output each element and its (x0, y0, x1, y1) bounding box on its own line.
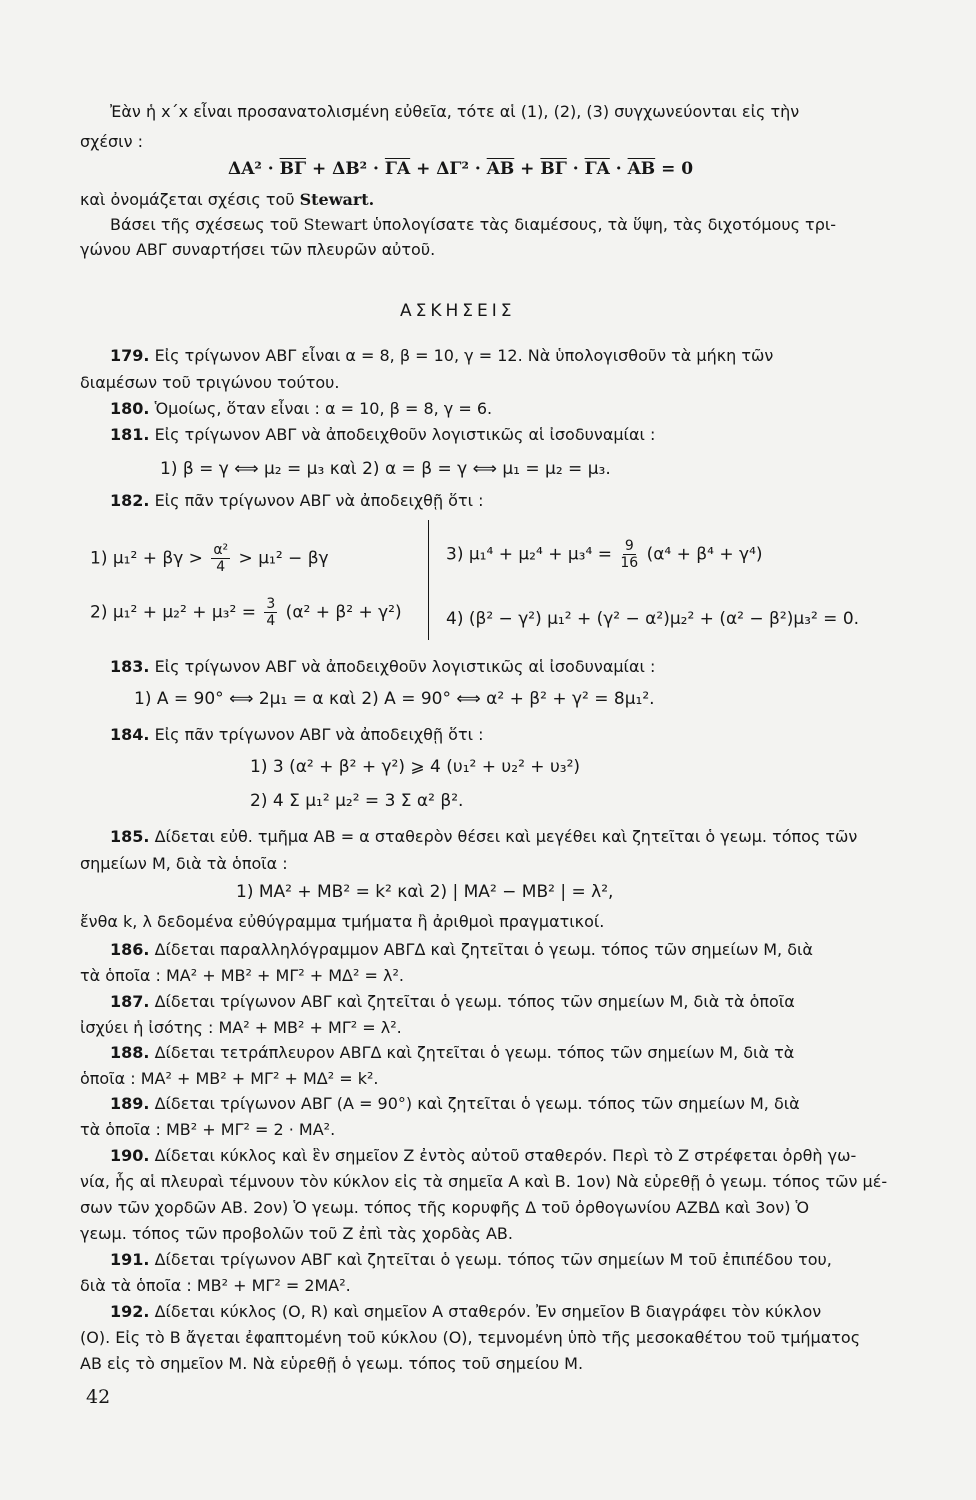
exercise-180 (110, 398, 492, 420)
intro-line-1: Ἐὰν ἡ x΄x εἶναι προσανατολισμένη εὐθεῖα, τότε αἱ (1), (2), (3) συγχωνεύονται εἰς τὴν (110, 102, 800, 121)
exercise-number: 190. (110, 1146, 150, 1165)
exercise-number: 191. (110, 1250, 150, 1269)
exercise-text: Δίδεται τετράπλευρον ΑΒΓΔ καὶ ζητεῖται ὁ γεωμ. τόπος τῶν σημείων Μ, διὰ τὰ (149, 1043, 795, 1062)
section-heading: ΑΣΚΗΣΕΙΣ (400, 301, 516, 321)
exercise-number: 187. (110, 992, 150, 1011)
exercise-182-formula-3 (446, 538, 763, 571)
exercise-192-line-3: ΑΒ εἰς τὸ σημεῖον Μ. Νὰ εὑρεθῇ ὁ γεωμ. τόπος τοῦ σημείου Μ. (80, 1354, 584, 1373)
numerator: α² (213, 542, 229, 558)
exercise-183 (110, 656, 655, 678)
exercise-185 (110, 826, 857, 848)
exercise-189 (110, 1093, 800, 1115)
exercise-number: 188. (110, 1043, 150, 1062)
stewart-vector: $\overline{B\Gamma}$ (279, 159, 307, 179)
stewart-part: + ΔΓ² · (410, 159, 487, 179)
exercise-number: 183. (110, 657, 150, 676)
exercise-184-formula-1: 1) 3 (α² + β² + γ²) ⩾ 4 (υ₁² + υ₂² + υ₃²) (250, 757, 581, 777)
fraction (264, 596, 277, 629)
exercise-text: Δίδεται κύκλος καὶ ἓν σημεῖον Ζ ἐντὸς αὐτοῦ σταθερόν. Περὶ τὸ Ζ στρέφεται ὀρθὴ γω- (149, 1146, 857, 1165)
stewart-vector: $\overline{B\Gamma}$ (540, 159, 567, 179)
formula-text: > μ₁² − βγ (233, 548, 329, 569)
exercise-number: 185. (110, 827, 150, 846)
intro-line-4 (80, 189, 374, 211)
intro-text: Βάσει τῆς σχέσεως τοῦ (110, 215, 304, 234)
exercise-text: Εἰς τρίγωνον ΑΒΓ νὰ ἀποδειχθοῦν λογιστικῶς αἱ ἰσοδυναμίαι : (149, 657, 656, 676)
denominator: 4 (266, 613, 276, 629)
exercise-number: 182. (110, 491, 150, 510)
stewart-part: ΔΑ² · (228, 159, 280, 179)
exercise-182-formula-2 (90, 596, 402, 629)
stewart-part: = 0 (655, 159, 694, 179)
exercise-182-formula-1 (90, 542, 329, 575)
exercise-text: Δίδεται τρίγωνον ΑΒΓ (Α = 90°) καὶ ζητεῖται ὁ γεωμ. τόπος τῶν σημείων Μ, διὰ (149, 1094, 800, 1113)
exercise-text: Δίδεται παραλληλόγραμμον ΑΒΓΔ καὶ ζητεῖται ὁ γεωμ. τόπος τῶν σημείων Μ, διὰ (149, 940, 813, 959)
formula-text: 3) μ₁⁴ + μ₂⁴ + μ₃⁴ = (446, 544, 618, 565)
page-number: 42 (86, 1386, 111, 1408)
numerator: 3 (266, 596, 276, 612)
stewart-part: + ΔΒ² · (306, 159, 385, 179)
formula-text: 2) μ₁² + μ₂² + μ₃² = (90, 602, 262, 623)
exercise-number: 180. (110, 399, 150, 418)
exercise-text: Δίδεται εὐθ. τμῆμα ΑΒ = α σταθερὸν θέσει καὶ μεγέθει καὶ ζητεῖται ὁ γεωμ. τόπος τῶν (149, 827, 858, 846)
exercise-text: Δίδεται τρίγωνον ΑΒΓ καὶ ζητεῖται ὁ γεωμ. τόπος τῶν σημείων Μ τοῦ ἐπιπέδου του, (149, 1250, 832, 1269)
exercise-number: 184. (110, 725, 150, 744)
exercise-text: Εἰς τρίγωνον ΑΒΓ εἶναι α = 8, β = 10, γ = 12. Νὰ ὑπολογισθοῦν τὰ μήκη τῶν (149, 346, 774, 365)
denominator: 16 (620, 555, 639, 571)
formula-text: (α⁴ + β⁴ + γ⁴) (641, 544, 763, 565)
exercise-185-after: ἔνθα k, λ δεδομένα εὐθύγραμμα τμήματα ἢ ἀριθμοὶ πραγματικοί. (80, 912, 605, 931)
exercise-text: Ὁμοίως, ὅταν εἶναι : α = 10, β = 8, γ = 6. (149, 399, 493, 418)
exercise-182-formula-4: 4) (β² − γ²) μ₁² + (γ² − α²)μ₂² + (α² − β²)μ₃² = 0. (446, 609, 860, 629)
column-divider (428, 520, 429, 640)
intro-line-6: γώνου ΑΒΓ συναρτήσει τῶν πλευρῶν αὐτοῦ. (80, 240, 436, 259)
stewart-part: + (514, 159, 541, 179)
exercise-185-cont: σημείων Μ, διὰ τὰ ὁποῖα : (80, 854, 288, 873)
exercise-text: Εἰς πᾶν τρίγωνον ΑΒΓ νὰ ἀποδειχθῇ ὅτι : (149, 491, 484, 510)
stewart-vector: $\overline{\Gamma A}$ (384, 159, 411, 179)
exercise-188 (110, 1042, 794, 1064)
stewart-vector: $\overline{AB}$ (486, 159, 515, 179)
stewart-relation (228, 158, 693, 180)
exercise-185-formula: 1) ΜΑ² + ΜΒ² = k² καὶ 2) | ΜΑ² − ΜΒ² | = λ², (236, 882, 614, 902)
exercise-186 (110, 939, 813, 961)
exercise-190-line-3: σων τῶν χορδῶν ΑΒ. 2ον) Ὁ γεωμ. τόπος τῆς κορυφῆς Δ τοῦ ὀρθογωνίου ΑΖΒΔ καὶ 3ον) Ὁ (80, 1198, 810, 1217)
exercise-text: Εἰς τρίγωνον ΑΒΓ νὰ ἀποδειχθοῦν λογιστικῶς αἱ ἰσοδυναμίαι : (149, 425, 656, 444)
exercise-184 (110, 724, 483, 746)
exercise-190 (110, 1145, 856, 1167)
denominator: 4 (216, 559, 226, 575)
exercise-text: Δίδεται τρίγωνον ΑΒΓ καὶ ζητεῖται ὁ γεωμ. τόπος τῶν σημείων Μ, διὰ τὰ ὁποῖα (149, 992, 795, 1011)
exercise-number: 192. (110, 1302, 150, 1321)
exercise-number: 189. (110, 1094, 150, 1113)
exercise-186-cont: τὰ ὁποῖα : ΜΑ² + ΜΒ² + ΜΓ² + ΜΔ² = λ². (80, 966, 404, 985)
exercise-181 (110, 424, 655, 446)
fraction (211, 542, 230, 575)
exercise-text: Εἰς πᾶν τρίγωνον ΑΒΓ νὰ ἀποδειχθῇ ὅτι : (149, 725, 484, 744)
exercise-number: 179. (110, 346, 150, 365)
intro-line-2: σχέσιν : (80, 132, 143, 151)
numerator: 9 (624, 538, 634, 554)
exercise-number: 181. (110, 425, 150, 444)
exercise-190-line-2: νία, ἧς αἱ πλευραὶ τέμνουν τὸν κύκλον εἰς τὰ σημεῖα Α καὶ Β. 1ον) Νὰ εὑρεθῇ ὁ γεωμ. τόπος τῶν μέ- (80, 1172, 888, 1191)
exercise-188-cont: ὁποῖα : ΜΑ² + ΜΒ² + ΜΓ² + ΜΔ² = k². (80, 1069, 379, 1088)
exercise-number: 186. (110, 940, 150, 959)
stewart-name: Stewart (303, 215, 368, 234)
exercise-text: Δίδεται κύκλος (Ο, R) καὶ σημεῖον Α σταθερόν. Ἐν σημεῖον Β διαγράφει τὸν κύκλον (149, 1302, 822, 1321)
formula-text: (α² + β² + γ²) (280, 602, 402, 623)
exercise-192-line-2: (Ο). Εἰς τὸ Β ἄγεται ἐφαπτομένη τοῦ κύκλου (Ο), τεμνομένη ὑπὸ τῆς μεσοκαθέτου τοῦ τμήματος (80, 1328, 861, 1347)
exercise-179 (110, 345, 773, 367)
exercise-190-line-4: γεωμ. τόπος τῶν προβολῶν τοῦ Ζ ἐπὶ τὰς χορδὰς ΑΒ. (80, 1224, 513, 1243)
intro-text: ὑπολογίσατε τὰς διαμέσους, τὰ ὕψη, τὰς διχοτόμους τρι- (367, 215, 837, 234)
exercise-179-cont: διαμέσων τοῦ τριγώνου τούτου. (80, 373, 340, 392)
exercise-182 (110, 490, 483, 512)
exercise-191 (110, 1249, 832, 1271)
exercise-184-formula-2: 2) 4 Σ μ₁² μ₂² = 3 Σ α² β². (250, 791, 464, 811)
exercise-181-formula: 1) β = γ ⟺ μ₂ = μ₃ καὶ 2) α = β = γ ⟺ μ₁ = μ₂ = μ₃. (160, 459, 611, 479)
stewart-vector: $\overline{\Gamma A}$ (584, 159, 610, 179)
formula-text: 1) μ₁² + βγ > (90, 548, 209, 569)
exercise-183-formula: 1) Α = 90° ⟺ 2μ₁ = α καὶ 2) Α = 90° ⟺ α² + β² + γ² = 8μ₁². (134, 689, 655, 709)
exercise-187 (110, 991, 795, 1013)
exercise-189-cont: τὰ ὁποῖα : ΜΒ² + ΜΓ² = 2 · ΜΑ². (80, 1120, 336, 1139)
stewart-part: · (609, 159, 628, 179)
exercise-191-cont: διὰ τὰ ὁποῖα : ΜΒ² + ΜΓ² = 2ΜΑ². (80, 1276, 351, 1295)
exercise-187-cont: ἰσχύει ἡ ἰσότης : ΜΑ² + ΜΒ² + ΜΓ² = λ². (80, 1018, 402, 1037)
stewart-name: Stewart. (299, 190, 375, 209)
stewart-vector: $\overline{AB}$ (627, 159, 656, 179)
intro-text: καὶ ὀνομάζεται σχέσις τοῦ (80, 190, 300, 209)
intro-line-5 (110, 214, 836, 236)
fraction (620, 538, 638, 571)
exercise-192 (110, 1301, 821, 1323)
stewart-part: · (566, 159, 585, 179)
